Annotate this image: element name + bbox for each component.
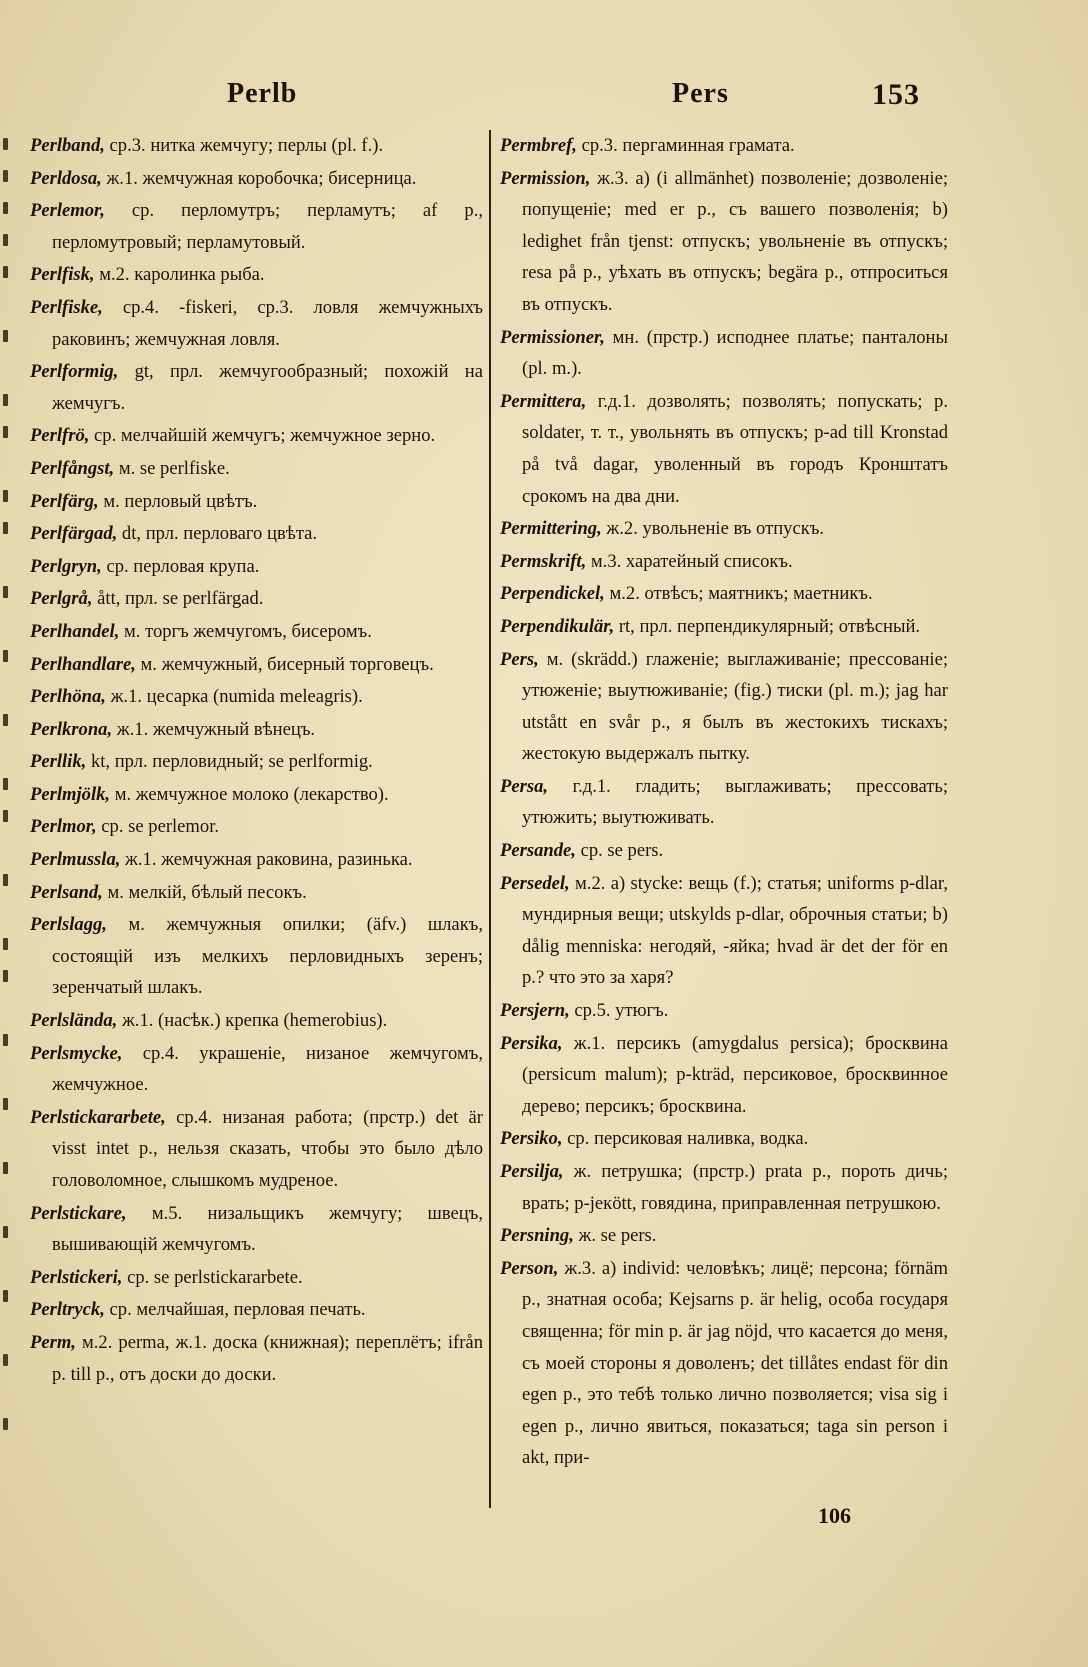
header-left-guideword: Perlb — [227, 78, 298, 109]
entry-definition: ср. мелчайшая, перловая печать. — [104, 1299, 366, 1321]
dictionary-entry — [500, 513, 948, 545]
entry-definition: м. перловый цвѣтъ. — [98, 490, 258, 512]
entry-definition: ср. мелчайшій жемчугъ; жемчужное зерно. — [89, 425, 436, 447]
entry-definition: ср.4. низаная работа; (прстр.) det är visst intet p., нельзя сказать, чтобы это было дѣло головоломное, слышкомъ мудреное. — [52, 1106, 483, 1191]
entry-definition: ср. se perlstickararbete. — [122, 1266, 303, 1288]
edge-mark — [3, 778, 8, 790]
dictionary-entry — [500, 1220, 948, 1252]
entry-definition: ж.3. a) individ: человѣкъ; лицё; персона; förnäm p., знатная особа; Kejsarns p. är helig, особа государя священна; för min p. är jag nöjd, что касается до меня, съ моей стороны я доволенъ; det tillåtes endast för din egen p., это тебѣ только лично позволяется; visa sig i egen p., лично явиться, показаться; taga sin person i akt, при- — [522, 1257, 948, 1469]
entry-headword: Permittera, — [500, 390, 587, 412]
dictionary-entry — [500, 995, 948, 1027]
entry-headword: Perlsländа, — [30, 1010, 118, 1032]
left-column — [30, 130, 483, 1391]
entry-definition: ж.1. жемчужный вѣнецъ. — [112, 718, 316, 740]
entry-headword: Pers, — [500, 648, 539, 670]
entry-definition: ж. петрушка; (прстр.) prata p., пороть дичь; врать; p-jeкött, говядина, приправленная петрушкою. — [522, 1161, 948, 1214]
dictionary-entry — [30, 163, 483, 195]
entry-headword: Perlfångst, — [30, 457, 115, 479]
dictionary-entry — [30, 356, 483, 419]
edge-mark — [3, 522, 8, 534]
edge-mark — [3, 1034, 8, 1046]
entry-definition: ср. se perlemor. — [96, 816, 220, 838]
entry-definition: ср.4. украшеніе, низаное жемчугомъ, жемчужное. — [52, 1042, 483, 1096]
dictionary-entry — [30, 1038, 483, 1101]
entry-headword: Perm, — [30, 1331, 76, 1353]
entry-definition: ж.1. персикъ (amygdalus persica); бросквина (persicum malum); p-kträd, персиковое, бросквинное дерево; персикъ; бросквина. — [522, 1032, 948, 1117]
entry-headword: Perlfärg, — [30, 490, 99, 512]
dictionary-entry — [30, 779, 483, 811]
edge-mark — [3, 938, 8, 950]
entry-headword: Perlfärgad, — [30, 523, 118, 545]
entry-definition: ср.5. утюгъ. — [569, 1000, 669, 1022]
edge-mark — [3, 490, 8, 502]
dictionary-entry — [30, 649, 483, 681]
entry-headword: Perlslagg, — [30, 914, 107, 936]
entry-definition: ж.1. жемчужная коробочка; бисерница. — [101, 167, 417, 189]
dictionary-entry — [500, 1123, 948, 1155]
entry-definition: ср.4. -fiskeri, ср.3. ловля жемчужныхъ раковинъ; жемчужная ловля. — [52, 296, 483, 350]
entry-headword: Persilja, — [500, 1161, 564, 1182]
entry-definition: м. жемчужное молоко (лекарство). — [110, 783, 389, 805]
dictionary-entry — [500, 578, 948, 610]
edge-mark — [3, 650, 8, 662]
dictionary-entry — [30, 486, 483, 518]
entry-definition: ж.1. (насѣк.) крепка (hemerobius). — [117, 1010, 388, 1032]
right-column — [500, 130, 948, 1475]
entry-headword: Perlhöna, — [30, 686, 106, 708]
edge-mark — [3, 1418, 8, 1430]
edge-mark — [3, 970, 8, 982]
dictionary-entry — [30, 1262, 483, 1294]
entry-definition: м.5. низальщикъ жемчугу; швецъ, вышивающій жемчугомъ. — [52, 1202, 483, 1256]
entry-headword: Perlstickararbete, — [30, 1106, 166, 1128]
entry-definition: м. жемчужныя опилки; (äfv.) шлакъ, состоящій изъ мелкихъ перловидныхъ зеренъ; зеренчатый шлакъ. — [52, 914, 483, 999]
dictionary-entry — [30, 1198, 483, 1261]
dictionary-entry — [30, 551, 483, 583]
entry-definition: ж.1. жемчужная раковина, разинька. — [120, 849, 413, 871]
entry-headword: Permbref, — [500, 135, 577, 156]
entry-definition: г.д.1. гладить; выглаживать; прессовать; утюжить; выутюживать. — [522, 775, 948, 829]
entry-headword: Perlemor, — [30, 200, 105, 222]
edge-mark — [3, 138, 8, 150]
entry-headword: Persa, — [500, 775, 549, 797]
entry-headword: Permission, — [500, 167, 591, 189]
edge-mark — [3, 266, 8, 278]
page-edge-marks — [0, 130, 14, 1530]
entry-definition: мн. (прстр.) исподнее платье; панталоны (pl. m.). — [522, 326, 948, 380]
entry-headword: Permskrift, — [500, 550, 587, 572]
entry-definition: ått, прл. se perlfärgad. — [92, 588, 264, 610]
dictionary-entry — [500, 546, 948, 578]
entry-headword: Perlfisk, — [30, 264, 95, 286]
entry-headword: Person, — [500, 1257, 559, 1279]
entry-definition: м.2. perma, ж.1. доска (книжная); переплётъ; ifrån p. till p., отъ доски до доски. — [52, 1331, 483, 1385]
edge-mark — [3, 714, 8, 726]
dictionary-entry — [30, 420, 483, 452]
dictionary-entry — [500, 1028, 948, 1123]
entry-headword: Perlkrona, — [30, 718, 113, 740]
entry-headword: Perlsmycke, — [30, 1042, 123, 1064]
edge-mark — [3, 1290, 8, 1302]
dictionary-entry — [30, 130, 483, 162]
dictionary-entry — [500, 771, 948, 834]
entry-headword: Perlsand, — [30, 881, 103, 903]
dictionary-entry — [30, 714, 483, 746]
entry-headword: Perlstickeri, — [30, 1266, 123, 1288]
edge-mark — [3, 170, 8, 182]
edge-mark — [3, 1226, 8, 1238]
signature-mark: 106 — [818, 1503, 851, 1528]
column-divider — [489, 130, 491, 1508]
page-header — [0, 78, 1088, 118]
dictionary-entry — [30, 1102, 483, 1197]
edge-mark — [3, 586, 8, 598]
edge-mark — [3, 1162, 8, 1174]
entry-definition: м. se perlfiske. — [114, 457, 230, 479]
entry-headword: Perlmjölk, — [30, 783, 111, 805]
entry-definition: gt, прл. жемчугообразный; похожій на жемчугъ. — [52, 361, 483, 414]
entry-definition: kt, прл. перловидный; se perlformig. — [86, 751, 373, 773]
entry-definition: ср. перловая крупа. — [101, 555, 260, 577]
entry-headword: Perlformig, — [30, 361, 119, 383]
entry-definition: м. торгъ жемчугомъ, бисеромъ. — [119, 620, 372, 642]
entry-definition: dt, прл. перловаго цвѣта. — [117, 523, 318, 545]
dictionary-entry — [500, 130, 948, 162]
entry-headword: Perlgrå, — [30, 588, 93, 610]
dictionary-entry — [30, 518, 483, 550]
edge-mark — [3, 1354, 8, 1366]
entry-definition: м. мелкій, бѣлый песокъ. — [102, 881, 307, 903]
entry-headword: Permittering, — [500, 518, 602, 540]
dictionary-entry — [30, 681, 483, 713]
entry-headword: Persande, — [500, 840, 576, 862]
dictionary-entry — [30, 453, 483, 485]
edge-mark — [3, 810, 8, 822]
entry-definition: г.д.1. дозволять; позволять; попускать; p. soldater, т. т., увольнять въ отпускъ; p-ad till Kronstad på två dagar, уволенный въ городъ Кронштатъ срокомъ на два дни. — [522, 390, 948, 507]
entry-definition: ср. se pers. — [575, 840, 664, 862]
entry-headword: Persjern, — [500, 1000, 570, 1022]
entry-definition: ср.3. нитка жемчугу; перлы (pl. f.). — [104, 135, 384, 156]
entry-headword: Perlhandlare, — [30, 653, 136, 675]
entry-headword: Persika, — [500, 1032, 563, 1054]
edge-mark — [3, 426, 8, 438]
entry-headword: Perlfrö, — [30, 425, 90, 447]
entry-definition: м.2. a) stycke: вещь (f.); статья; uniforms p-dlar, мундирныя вещи; utskylds p-dlar, оброчныя статьи; b) dålig menniska: негодяй, -яйка; hvad är det der för en p.? что это за харя? — [522, 872, 948, 989]
entry-headword: Persning, — [500, 1225, 574, 1247]
entry-definition: м. (skrädd.) глаженіе; выглаживаніе; прессованіе; утюженіе; выутюживаніе; (fig.) тиски (pl. m.); jag har utstått en svår p., я былъ въ жестокихъ тискахъ; жестокую выдержалъ пытку. — [522, 648, 948, 765]
dictionary-entry — [30, 844, 483, 876]
dictionary-entry — [500, 163, 948, 321]
entry-definition: ср. персиковая наливка, водка. — [562, 1128, 809, 1150]
dictionary-entry — [30, 1294, 483, 1326]
entry-definition: ж. se pers. — [573, 1225, 657, 1247]
entry-headword: Perlgryn, — [30, 555, 102, 577]
entry-headword: Persiko, — [500, 1128, 563, 1150]
edge-mark — [3, 202, 8, 214]
entry-headword: Perldosa, — [30, 167, 102, 189]
dictionary-entry — [30, 811, 483, 843]
dictionary-entry — [30, 195, 483, 258]
dictionary-entry — [30, 1327, 483, 1390]
entry-headword: Perlhandel, — [30, 620, 120, 642]
edge-mark — [3, 874, 8, 886]
edge-mark — [3, 234, 8, 246]
entry-headword: Perlmussla, — [30, 849, 121, 871]
entry-definition: ж.3. a) (i allmänhet) позволеніе; дозволеніе; попущеніе; med er p., съ вашего позволенія; b) ledighet från tjenst: отпускъ; увольненіе въ отпускъ; resa på p., уѣхать въ отпускъ; begära p., отпроситься въ отпускъ. — [522, 167, 948, 315]
edge-mark — [3, 1098, 8, 1110]
entry-definition: м. жемчужный, бисерный торговецъ. — [135, 653, 434, 675]
page-number: 153 — [872, 78, 920, 111]
dictionary-entry — [30, 259, 483, 291]
dictionary-entry — [500, 644, 948, 770]
entry-definition: ж.2. увольненіе въ отпускъ. — [601, 518, 825, 540]
edge-mark — [3, 394, 8, 406]
entry-headword: Perlmor, — [30, 816, 97, 838]
entry-definition: м.2. каролинка рыба. — [94, 264, 265, 286]
entry-headword: Perlband, — [30, 135, 105, 156]
dictionary-entry — [500, 611, 948, 643]
entry-definition: м.2. отвѣсъ; маятникъ; маетникъ. — [604, 583, 873, 605]
entry-definition: rt, прл. перпендикулярный; отвѣсный. — [614, 615, 921, 637]
entry-definition: м.3. харатейный списокъ. — [586, 550, 793, 572]
entry-headword: Persedel, — [500, 872, 570, 894]
dictionary-entry — [30, 292, 483, 355]
dictionary-entry — [500, 1253, 948, 1474]
dictionary-entry — [30, 583, 483, 615]
header-right-guideword: Pers — [672, 78, 729, 109]
entry-definition: ж.1. цесарка (numida meleagris). — [105, 686, 363, 708]
dictionary-entry — [500, 322, 948, 385]
dictionary-entry — [30, 616, 483, 648]
dictionary-entry — [30, 746, 483, 778]
entry-definition: ср.3. пергаминная грамата. — [576, 135, 795, 156]
dictionary-entry — [30, 877, 483, 909]
entry-headword: Perltryck, — [30, 1299, 105, 1321]
entry-headword: Perlfiske, — [30, 296, 103, 318]
dictionary-entry — [500, 1156, 948, 1219]
dictionary-entry — [30, 909, 483, 1004]
dictionary-entry — [30, 1005, 483, 1037]
edge-mark — [3, 330, 8, 342]
entry-headword: Perllik, — [30, 751, 87, 773]
entry-headword: Perpendickel, — [500, 583, 605, 605]
dictionary-entry — [500, 868, 948, 994]
entry-headword: Perpendikulär, — [500, 615, 615, 637]
entry-definition: ср. перломутръ; перламутъ; af p., перломутровый; перламутовый. — [52, 200, 483, 253]
dictionary-entry — [500, 386, 948, 512]
dictionary-entry — [500, 835, 948, 867]
entry-headword: Perlstickare, — [30, 1202, 127, 1224]
entry-headword: Permissioner, — [500, 326, 605, 348]
